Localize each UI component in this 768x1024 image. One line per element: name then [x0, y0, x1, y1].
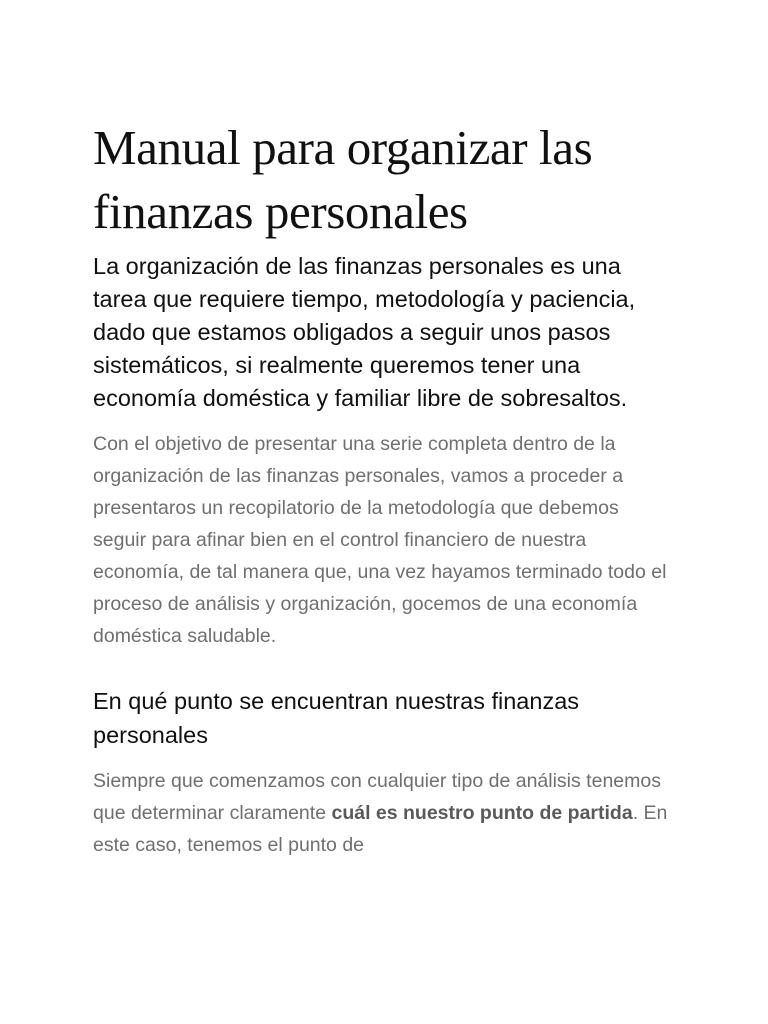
article [93, 116, 673, 861]
article-paragraph-1: Con el objetivo de presentar una serie completa dentro de la organización de las finanzas personales, vamos a proceder a presentaros un recopilatorio de la metodología que debemos seguir para afinar bien en el control financiero de nuestra economía, de tal manera que, una vez hayamos terminado todo el proceso de análisis y organización, gocemos de una economía doméstica saludable. [93, 433, 667, 647]
article-title: Manual para organizar las finanzas personales [93, 120, 593, 239]
paragraph-2-text-end: . En este caso, tenemos el punto de [93, 802, 668, 856]
paragraph-2-text-start: Siempre que comenzamos con cualquier tipo de análisis tenemos que determinar claramente [93, 770, 661, 824]
paragraph-2-bold-text: cuál es nuestro punto de partida [331, 802, 633, 824]
article-lead: La organización de las finanzas personales es una tarea que requiere tiempo, metodología y paciencia, dado que estamos obligados a seguir unos pasos sistemáticos, si realmente queremos tener una economía doméstica y familiar libre de sobresaltos. [93, 253, 636, 411]
article-paragraph-2 [93, 765, 673, 861]
section-heading: En qué punto se encuentran nuestras finanzas personales [93, 688, 580, 748]
